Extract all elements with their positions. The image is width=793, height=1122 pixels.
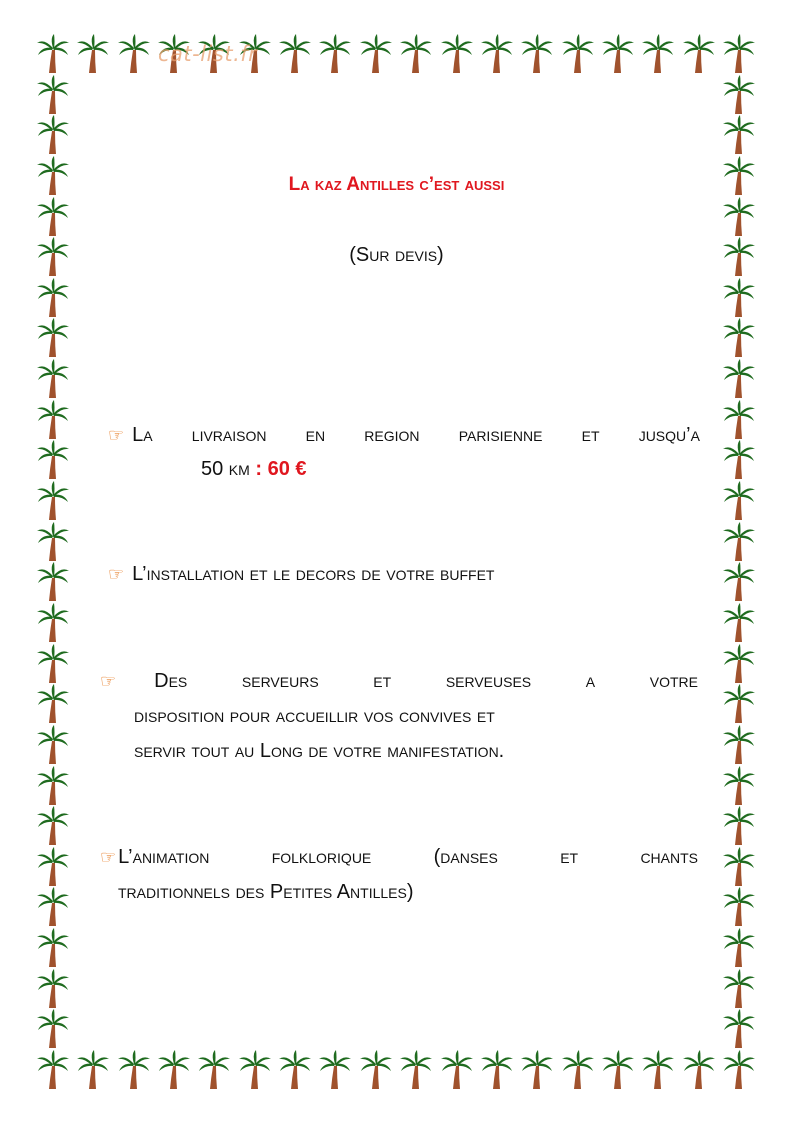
palm-tree-icon xyxy=(722,522,756,562)
word: et xyxy=(581,424,600,446)
palm-tree-icon xyxy=(76,34,110,74)
palm-tree-icon xyxy=(722,684,756,724)
word: serveuses xyxy=(445,670,532,692)
palm-tree-icon xyxy=(722,440,756,480)
palm-tree-icon xyxy=(722,359,756,399)
palm-tree-icon xyxy=(36,806,70,846)
servers-line-2: disposition pour accueillir vos convives et xyxy=(134,705,495,727)
palm-tree-icon xyxy=(36,644,70,684)
palm-tree-icon xyxy=(36,400,70,440)
palm-tree-icon xyxy=(682,1050,716,1090)
pointing-hand-icon: ☞ xyxy=(108,425,125,445)
palm-tree-icon xyxy=(36,318,70,358)
word: (danses xyxy=(433,846,498,868)
palm-tree-icon xyxy=(36,75,70,115)
palm-tree-icon xyxy=(722,197,756,237)
palm-tree-icon xyxy=(682,34,716,74)
palm-tree-icon xyxy=(722,34,756,74)
palm-tree-icon xyxy=(440,34,474,74)
palm-tree-icon xyxy=(722,644,756,684)
palm-tree-icon xyxy=(36,197,70,237)
palm-tree-icon xyxy=(722,603,756,643)
palm-tree-icon xyxy=(36,562,70,602)
word: region xyxy=(364,424,420,446)
word: Des xyxy=(154,670,188,692)
palm-tree-icon xyxy=(722,725,756,765)
palm-tree-icon xyxy=(318,1050,352,1090)
palm-tree-icon xyxy=(36,278,70,318)
word: La xyxy=(132,424,153,446)
servers-line-3: servir tout au Long de votre manifestation. xyxy=(134,740,505,762)
watermark: cat-list.fr xyxy=(158,42,258,66)
palm-tree-icon xyxy=(641,1050,675,1090)
palm-tree-icon xyxy=(440,1050,474,1090)
animation-line-2: traditionnels des Petites Antilles) xyxy=(118,881,414,903)
palm-tree-icon xyxy=(36,481,70,521)
delivery-price: 60 € xyxy=(267,458,307,480)
servers-line-1 xyxy=(100,664,698,698)
palm-tree-icon xyxy=(278,34,312,74)
palm-tree-icon xyxy=(520,1050,554,1090)
palm-tree-icon xyxy=(36,928,70,968)
palm-tree-icon xyxy=(36,603,70,643)
palm-tree-icon xyxy=(722,887,756,927)
word: et xyxy=(560,846,579,868)
palm-tree-icon xyxy=(117,34,151,74)
list-item-animation xyxy=(100,840,698,909)
word: folklorique xyxy=(271,846,372,868)
palm-tree-icon xyxy=(36,969,70,1009)
palm-tree-icon xyxy=(117,1050,151,1090)
palm-tree-icon xyxy=(520,34,554,74)
delivery-line-1 xyxy=(108,418,700,452)
page-title: La kaz Antilles c’est aussi xyxy=(288,174,505,195)
pointing-hand-icon: ☞ xyxy=(100,671,117,691)
pointing-hand-icon: ☞ xyxy=(108,564,125,584)
palm-tree-icon xyxy=(36,115,70,155)
palm-tree-icon xyxy=(722,1050,756,1090)
palm-tree-icon xyxy=(722,562,756,602)
palm-tree-icon xyxy=(157,1050,191,1090)
word: en xyxy=(305,424,326,446)
palm-tree-icon xyxy=(36,1009,70,1049)
palm-tree-icon xyxy=(36,359,70,399)
installation-text: L’installation et le decors de votre buffet xyxy=(132,563,495,585)
word: jusqu’a xyxy=(638,424,700,446)
palm-tree-icon xyxy=(722,400,756,440)
list-item-servers xyxy=(100,664,698,768)
word: L’animation xyxy=(118,846,210,868)
palm-tree-icon xyxy=(722,928,756,968)
palm-tree-icon xyxy=(36,766,70,806)
palm-tree-icon xyxy=(722,115,756,155)
palm-tree-icon xyxy=(36,887,70,927)
pointing-hand-icon: ☞ xyxy=(100,847,117,867)
palm-tree-icon xyxy=(601,34,635,74)
palm-tree-icon xyxy=(722,806,756,846)
palm-tree-icon xyxy=(36,1050,70,1090)
palm-tree-icon xyxy=(480,1050,514,1090)
palm-tree-icon xyxy=(561,1050,595,1090)
list-item-installation xyxy=(108,557,708,591)
distance-text: 50 km xyxy=(201,458,250,480)
separator: : xyxy=(255,458,263,480)
palm-tree-icon xyxy=(359,1050,393,1090)
palm-tree-icon xyxy=(399,34,433,74)
palm-tree-icon xyxy=(641,34,675,74)
palm-tree-icon xyxy=(722,847,756,887)
palm-tree-icon xyxy=(722,766,756,806)
palm-tree-icon xyxy=(238,1050,272,1090)
word: chants xyxy=(640,846,698,868)
word: livraison xyxy=(191,424,267,446)
palm-tree-icon xyxy=(36,684,70,724)
palm-tree-icon xyxy=(36,725,70,765)
palm-tree-icon xyxy=(197,1050,231,1090)
palm-tree-icon xyxy=(399,1050,433,1090)
animation-line-1 xyxy=(100,840,698,874)
palm-tree-icon xyxy=(722,278,756,318)
palm-tree-icon xyxy=(36,847,70,887)
palm-tree-icon xyxy=(278,1050,312,1090)
word: serveurs xyxy=(241,670,319,692)
word: votre xyxy=(649,670,698,692)
palm-tree-icon xyxy=(36,34,70,74)
palm-tree-icon xyxy=(722,1009,756,1049)
servers-first-word xyxy=(100,664,187,698)
palm-tree-icon xyxy=(480,34,514,74)
page-subtitle: (Sur devis) xyxy=(349,244,444,266)
word: a xyxy=(585,670,596,692)
word: et xyxy=(373,670,392,692)
word: parisienne xyxy=(458,424,543,446)
palm-tree-icon xyxy=(318,34,352,74)
palm-tree-icon xyxy=(722,318,756,358)
palm-tree-icon xyxy=(601,1050,635,1090)
list-item-delivery xyxy=(108,418,700,486)
palm-tree-icon xyxy=(76,1050,110,1090)
palm-tree-icon xyxy=(36,522,70,562)
palm-tree-icon xyxy=(359,34,393,74)
palm-tree-icon xyxy=(722,75,756,115)
delivery-line-2 xyxy=(108,452,700,486)
animation-first-word xyxy=(100,840,209,874)
delivery-first-word xyxy=(108,418,153,452)
palm-tree-icon xyxy=(722,481,756,521)
palm-tree-icon xyxy=(36,440,70,480)
palm-tree-icon xyxy=(561,34,595,74)
palm-tree-icon xyxy=(722,969,756,1009)
